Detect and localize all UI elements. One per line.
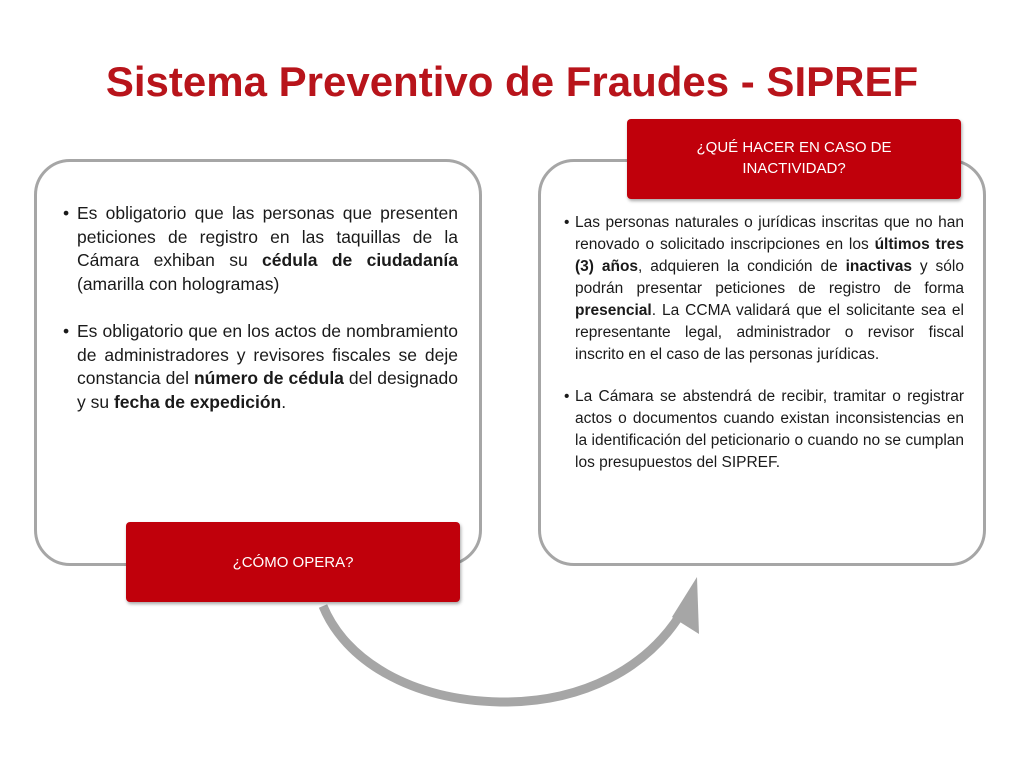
how-it-works-list bbox=[63, 202, 458, 414]
bullet-bold-text: últimos tres (3) años bbox=[575, 236, 964, 275]
bullet-icon: • bbox=[63, 321, 70, 341]
inactivity-label: ¿QUÉ HACER EN CASO DE INACTIVIDAD? bbox=[627, 119, 961, 199]
bullet-text: (amarilla con hologramas) bbox=[77, 273, 280, 294]
bullet-text: Las personas naturales o jurídicas inscritas que no han renovado o solicitado inscripciones en los bbox=[575, 214, 964, 253]
bullet-text: y sólo podrán presentar peticiones de registro de forma bbox=[575, 258, 964, 297]
bullet-bold-text: fecha de expedición bbox=[113, 391, 282, 412]
bullet-text: . bbox=[281, 391, 287, 412]
bullet-icon: • bbox=[63, 203, 70, 223]
bullet-icon: • bbox=[564, 388, 570, 405]
list-item bbox=[564, 212, 964, 366]
list-item bbox=[63, 320, 458, 414]
bullet-bold-text: presencial bbox=[575, 302, 652, 319]
bullet-text: del designado y su bbox=[77, 368, 458, 412]
bullet-text: La Cámara se abstendrá de recibir, tramitar o registrar actos o documentos cuando existan inconsistencias en la identificación del peticionario o cuando no se cumplan los presupuestos del SIPREF. bbox=[575, 388, 964, 471]
bullet-text: Es obligatorio que en los actos de nombramiento de administradores y revisores fiscales se deje constancia del bbox=[77, 321, 458, 388]
list-item bbox=[564, 386, 964, 474]
list-item bbox=[63, 202, 458, 296]
slide-title: Sistema Preventivo de Fraudes - SIPREF bbox=[105, 58, 919, 105]
bullet-text: , adquieren la condición de bbox=[638, 258, 846, 275]
bullet-icon: • bbox=[564, 214, 570, 231]
bullet-text: Es obligatorio que las personas que presenten peticiones de registro en las taquillas de la Cámara exhiban su bbox=[77, 203, 458, 270]
bullet-bold-text: inactivas bbox=[845, 258, 912, 275]
how-it-works-label: ¿CÓMO OPERA? bbox=[126, 522, 460, 602]
bullet-text: . La CCMA validará que el solicitante sea el representante legal, administrador o revisor fiscal inscrito en el caso de las personas jurídicas. bbox=[575, 302, 964, 363]
inactivity-list bbox=[564, 212, 964, 474]
how-it-works-panel bbox=[34, 159, 482, 566]
inactivity-panel bbox=[538, 159, 986, 566]
bullet-bold-text: cédula de ciudadanía bbox=[262, 250, 458, 270]
bullet-bold-text: número de cédula bbox=[193, 368, 344, 388]
